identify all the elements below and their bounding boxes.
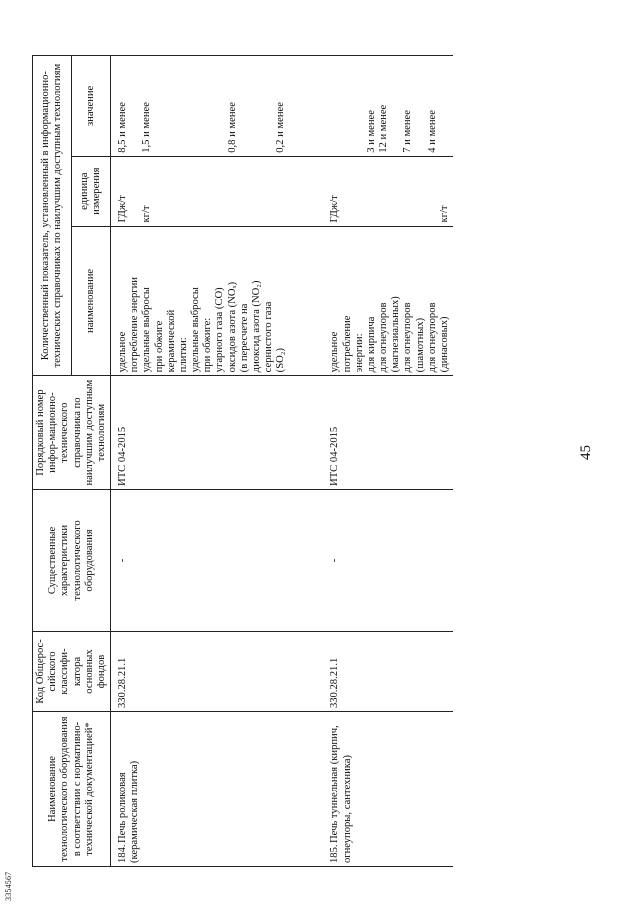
header-equipment-name: Наименование технологического оборудования в соответствии с нормативно-технической документацией* (33, 712, 111, 867)
page-number: 45 (578, 445, 594, 460)
indicator-names: удельное потребление энергии: для кирпича для огнеупоров (магнезиальных) для огнеупоров (шамотных) для огнеупоров (динасовых) (289, 226, 453, 376)
okof-code: 330.28.21.1 (289, 631, 453, 711)
header-indicator-unit: единица измерения (72, 156, 111, 226)
equipment-name: Печь туннельная (кирпич, огнеупоры, сантехника) (329, 725, 353, 863)
indicator-units: ГДж/т кг/т (289, 156, 453, 226)
characteristics: - (111, 489, 290, 631)
its-number: ИТС 04-2015 (289, 376, 453, 490)
equipment-name-cell (111, 712, 290, 867)
indicator-names: удельное потребление энергии удельные выбросы при обжиге керамической плитки: удельные выбросы при обжиге: угарного газа (СО) оксидов азота (NOₓ) (в пересчете на диоксид азота (NO₂) сернистого газа (SO₂) (111, 226, 290, 376)
row-number: 184. (117, 844, 129, 863)
indicator-units: ГДж/т кг/т (111, 156, 290, 226)
header-characteristics: Существенные характеристики технологического оборудования (33, 489, 111, 631)
header-okof-code: Код Общерос-сийского классифи-катора основных фондов (33, 631, 111, 711)
indicator-values: 3 и менее 12 и менее 7 и менее 4 и менее (289, 56, 453, 157)
document-code: 3354567 (4, 871, 13, 901)
header-indicator-group: Количественный показатель, установленный в информационно-технических справочниках по наилучшим доступным технологиям (33, 56, 72, 376)
header-indicator-value: значение (72, 56, 111, 157)
okof-code: 330.28.21.1 (111, 631, 290, 711)
header-indicator-name: наименование (72, 226, 111, 376)
its-number: ИТС 04-2015 (111, 376, 290, 490)
equipment-name-cell (289, 712, 453, 867)
row-number: 185. (329, 844, 341, 863)
table-row (289, 56, 453, 867)
characteristics: - (289, 489, 453, 631)
equipment-table (32, 55, 453, 867)
indicator-values: 8,5 и менее 1,5 и менее 0,8 и менее 0,2 и менее (111, 56, 290, 157)
equipment-name: Печь роликовая (керамическая плитка) (117, 760, 141, 863)
header-its-number: Порядковый номер инфор-мационно-технического справочника по наилучшим доступным технологиям (33, 376, 111, 490)
table-row (111, 56, 290, 867)
